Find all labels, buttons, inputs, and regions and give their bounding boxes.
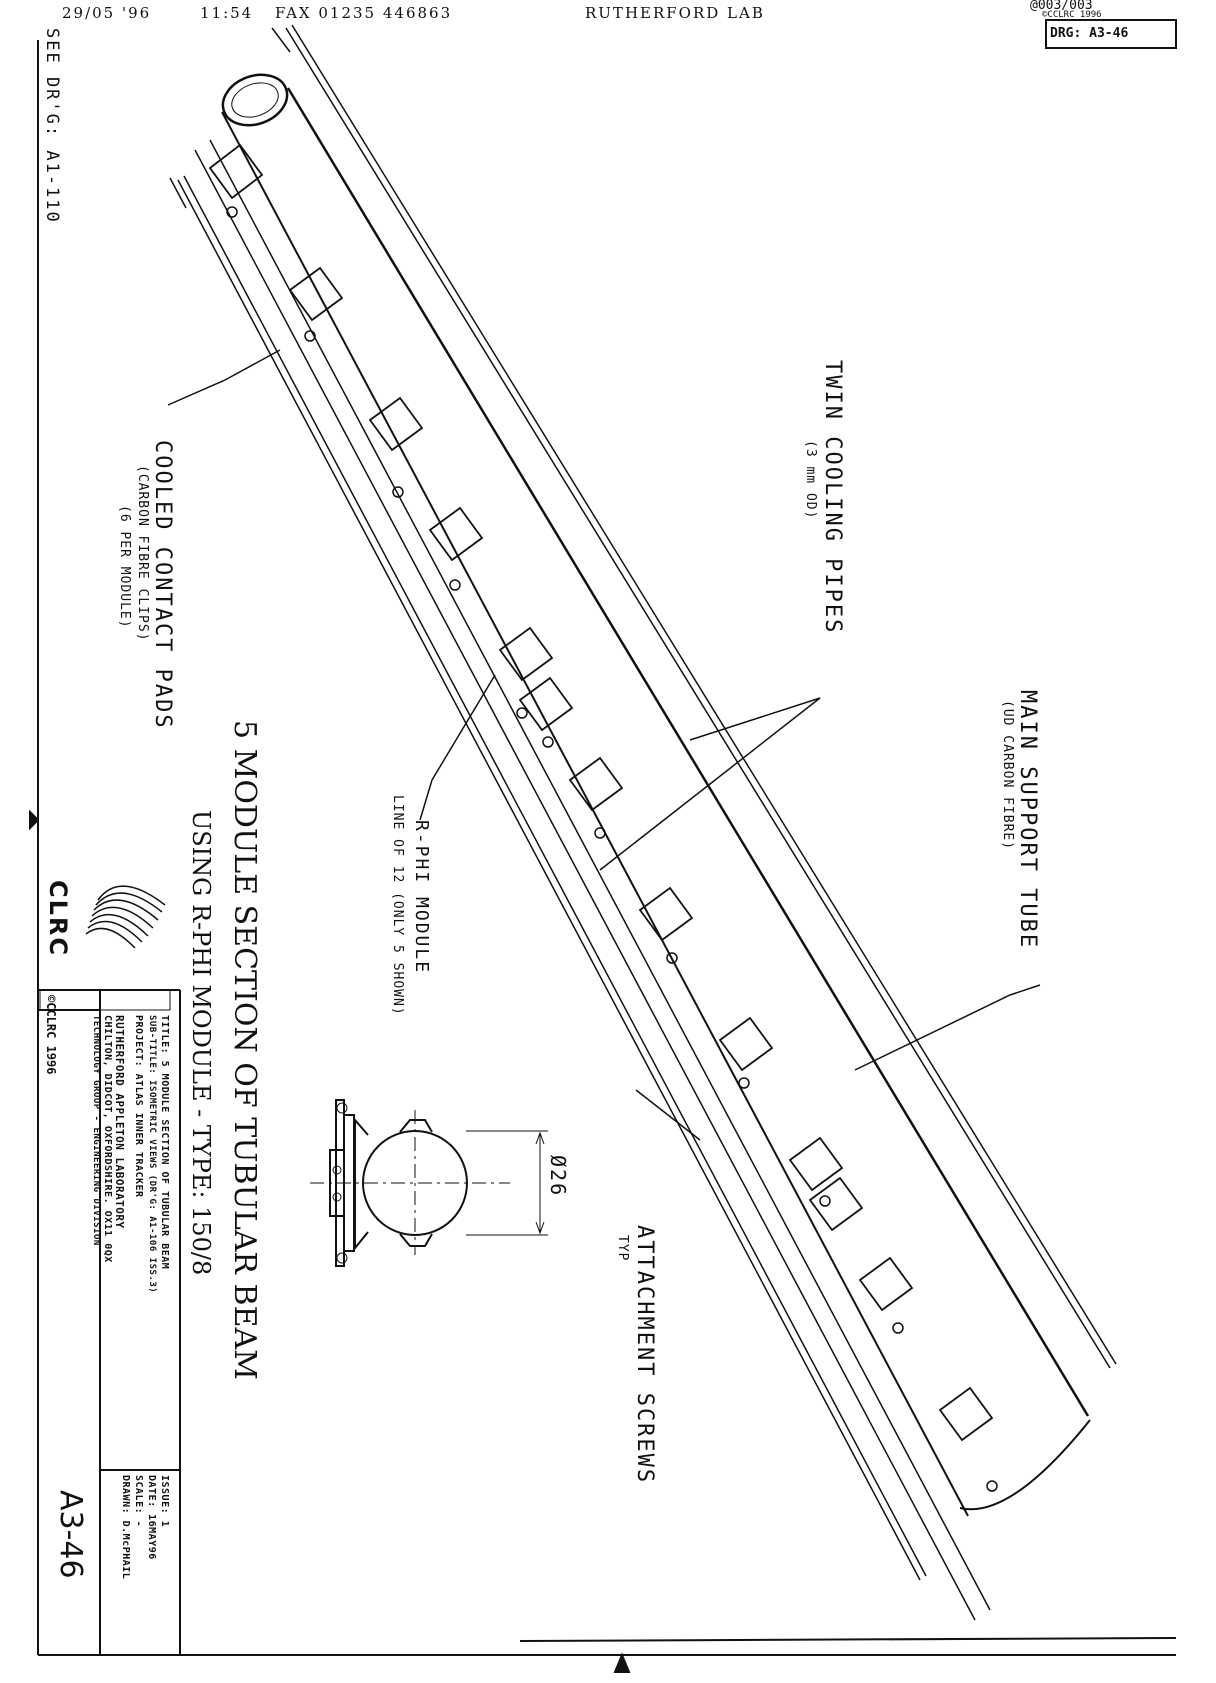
fax-page-number: @003/003 — [1030, 0, 1093, 13]
attachment-screws-label: ATTACHMENT SCREWS — [632, 1225, 657, 1485]
diameter-dimension: Ø26 — [546, 1155, 570, 1198]
attachment-screws — [227, 207, 997, 1491]
main-support-tube-sublabel: (UD CARBON FIBRE) — [1000, 700, 1015, 851]
title-block-group: TECHNOLOGY GROUP - ENGINEERING DIVISION — [91, 1015, 101, 1246]
title-block-title: TITLE: 5 MODULE SECTION OF TUBULAR BEAM — [159, 1015, 170, 1270]
main-title: 5 MODULE SECTION OF TUBULAR BEAM — [227, 720, 262, 1380]
side-marker-icon — [30, 812, 38, 828]
title-block-lab: RUTHERFORD APPLETON LABORATORY — [113, 1015, 126, 1229]
title-block-drawn: DRAWN: D.McPHAIL — [120, 1475, 131, 1580]
attachment-screws-sublabel: TYP — [615, 1235, 630, 1262]
twin-cooling-pipes-sublabel: (3 mm OD) — [803, 440, 818, 520]
clrc-logo-icon — [86, 886, 165, 948]
fax-time: 11:54 — [200, 4, 254, 22]
bottom-marker-icon — [615, 1655, 629, 1672]
see-drawing-label: SEE DR'G: A1-110 — [42, 28, 62, 224]
fax-sender: RUTHERFORD LAB — [585, 4, 765, 22]
corner-copyright: ©CCLRC 1996 — [1042, 10, 1102, 20]
title-block-subtitle: SUB-TITLE: ISOMETRIC VIEWS (DR'G: A1-106 ISS.3) — [147, 1015, 157, 1294]
twin-cooling-pipes-label: TWIN COOLING PIPES — [820, 360, 845, 635]
cooled-contact-pads-sublabel-2: (6 PER MODULE) — [117, 505, 132, 629]
fax-date: 29/05 '96 — [62, 4, 152, 22]
title-block-date: DATE: 16MAY96 — [146, 1475, 157, 1560]
title-block-issue: ISSUE: 1 — [159, 1475, 170, 1528]
cooled-contact-pads-sublabel-1: (CARBON FIBRE CLIPS) — [135, 465, 150, 642]
cross-section-view — [310, 1100, 548, 1266]
main-subtitle: USING R-PHI MODULE - TYPE: 150/8 — [187, 810, 215, 1276]
contact-pads — [210, 145, 992, 1440]
leader-lines — [168, 350, 1040, 1140]
r-phi-module-board — [195, 140, 990, 1620]
border-bottom-inner — [520, 1638, 1176, 1641]
logo-copyright: ©CCLRC 1996 — [44, 995, 58, 1075]
fax-number: FAX 01235 446863 — [275, 4, 453, 22]
r-phi-module-label: R-PHI MODULE — [411, 820, 432, 975]
main-support-tube-label: MAIN SUPPORT TUBE — [1015, 690, 1040, 950]
clrc-logo-text: CLRC — [44, 880, 72, 957]
title-block-project: PROJECT: ATLAS INNER TRACKER — [133, 1015, 144, 1198]
title-block-address: CHILTON, DIDCOT, OXFORDSHIRE. OX11 0QX — [102, 1015, 113, 1263]
corner-box — [1046, 20, 1176, 48]
corner-drawing-ref: DRG: A3-46 — [1050, 26, 1129, 41]
cooled-contact-pads-label: COOLED CONTACT PADS — [150, 440, 175, 730]
title-block-scale: SCALE: - — [133, 1475, 144, 1528]
drawing-number: A3-46 — [53, 1490, 88, 1579]
r-phi-module-sublabel: LINE OF 12 (ONLY 5 SHOWN) — [390, 795, 405, 1016]
